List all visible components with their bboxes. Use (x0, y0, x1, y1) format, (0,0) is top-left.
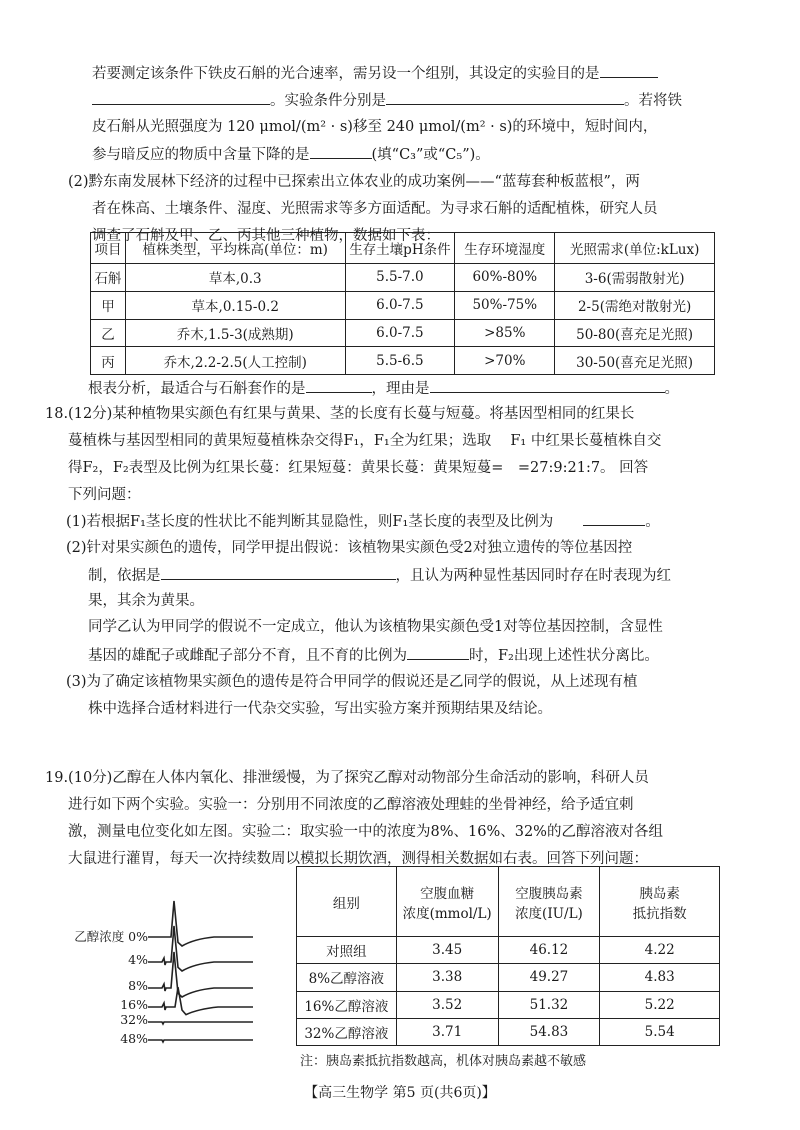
potential-trace (148, 1022, 253, 1024)
text: 胰岛素 (639, 885, 680, 902)
text: 参与暗反应的物质中含量下降的是 (92, 147, 310, 163)
header-cell (498, 867, 600, 937)
q18-line4: 下列问题： (68, 487, 141, 503)
answer-blank[interactable] (386, 90, 624, 105)
cell: 6.0-7.5 (345, 291, 455, 319)
header-cell (600, 867, 720, 937)
text: 组别 (332, 895, 360, 912)
text: 制，依据是 (88, 568, 161, 584)
text: 时，F₂出现上述性状分离比。 (469, 648, 659, 664)
cell: 对照组 (297, 937, 397, 964)
cell: >70% (455, 347, 555, 375)
text: 。 (645, 514, 660, 530)
q17-line2 (92, 90, 682, 111)
potential-trace (148, 987, 253, 1014)
cell: 8%乙醇溶液 (297, 964, 397, 991)
potential-trace (148, 1040, 253, 1042)
table-row (297, 964, 720, 991)
potential-trace (148, 926, 253, 971)
text: 根表分析，最适合与石斛套作的是 (88, 381, 306, 397)
q17-line4 (92, 144, 490, 165)
cell: 5.22 (600, 991, 720, 1018)
q18-sub3-line1: (3)为了确定该植物果实颜色的遗传是符合甲同学的假说还是乙同学的假说，从上述现有植 (66, 674, 638, 690)
trace-label: 48% (120, 1031, 148, 1046)
cell: 3.52 (396, 991, 498, 1018)
q17-part2-line1: (2)黔东南发展林下经济的过程中已探索出立体农业的成功案例——“蓝莓套种板蓝根”，两 (68, 174, 640, 190)
cell: 60%-80% (455, 264, 555, 292)
answer-blank[interactable] (600, 63, 658, 78)
text: 。若将铁 (624, 93, 682, 109)
page-footer: 【高三生物学 第5 页(共6页)】 (304, 1085, 496, 1101)
answer-blank[interactable] (92, 90, 270, 105)
text: (填“C₃”或“C₅”)。 (371, 147, 490, 163)
cell: >85% (455, 319, 555, 347)
cell: 石斛 (91, 264, 126, 292)
q18-line2: 蔓植株与基因型相同的黄果短蔓植株杂交得F₁，F₁全为红果；选取 F₁ 中红果长蔓植株自交 (68, 433, 662, 449)
cell: 32%乙醇溶液 (297, 1018, 397, 1045)
table-row (91, 264, 715, 292)
q18-line1: 18.(12分)某种植物果实颜色有红果与黄果、茎的长度有长蔓与短蔓。将基因型相同的红果长 (45, 406, 635, 422)
table-row (297, 937, 720, 964)
cell: 2-5(需绝对散射光) (555, 291, 715, 319)
cell: 3.71 (396, 1018, 498, 1045)
q18-sub2-line5 (88, 645, 659, 666)
cell: 5.5-6.5 (345, 347, 455, 375)
cell: 丙 (91, 347, 126, 375)
q19-line1: 19.(10分)乙醇在人体内氧化、排泄缓慢，为了探究乙醇对动物部分生命活动的影响，科研人员 (45, 770, 649, 786)
text: ，且认为两种显性基因同时存在时表现为红 (395, 568, 671, 584)
text: 浓度(mmol/L) (402, 905, 492, 922)
cell: 3-6(需弱散射光) (555, 264, 715, 292)
table-header-row (297, 867, 720, 937)
header-cell: 生存环境湿度 (455, 233, 555, 264)
answer-blank[interactable] (306, 378, 372, 393)
action-potential-traces (148, 870, 258, 1050)
cell: 54.83 (498, 1018, 600, 1045)
trace-label: 乙醇浓度 0% (74, 929, 148, 944)
q18-sub2-line1: (2)针对果实颜色的遗传，同学甲提出假说：该植物果实颜色受2对独立遗传的等位基因控 (66, 540, 633, 556)
cell: 5.54 (600, 1018, 720, 1045)
q18-sub2-line3: 果，其余为黄果。 (88, 593, 204, 609)
cell: 4.83 (600, 964, 720, 991)
header-cell (297, 867, 397, 937)
text: 若要测定该条件下铁皮石斛的光合速率，需另设一个组别，其设定的实验目的是 (92, 66, 600, 82)
trace-label: 8% (128, 978, 148, 993)
header-cell: 光照需求(单位:kLux) (555, 233, 715, 264)
q17-part2-line2: 者在株高、土壤条件、湿度、光照需求等多方面适配。为寻求石斛的适配植株，研究人员 (92, 201, 658, 217)
q19-line3: 激，测量电位变化如左图。实验二：取实验一中的浓度为8%、16%、32%的乙醇溶液对各组 (68, 824, 663, 840)
table-row (91, 291, 715, 319)
answer-blank[interactable] (407, 645, 469, 660)
trace-label: 16% (120, 997, 148, 1012)
header-cell: 项目 (91, 233, 126, 264)
q19-line4: 大鼠进行灌胃，每天一次持续数周以模拟长期饮酒，测得相关数据如右表。回答下列问题： (68, 851, 648, 867)
q18-sub1 (66, 511, 660, 532)
text: 空腹血糖 (420, 885, 475, 902)
answer-blank[interactable] (583, 511, 645, 526)
text: ，理由是 (371, 381, 430, 397)
text: 空腹胰岛素 (515, 885, 583, 902)
trace-label: 4% (128, 952, 148, 967)
potential-trace (148, 901, 253, 946)
text: (1)若根据F₁茎长度的性状比不能判断其显隐性，则F₁茎长度的表型及比例为 (66, 514, 554, 530)
analysis-line (88, 378, 679, 399)
answer-blank[interactable] (161, 565, 396, 580)
cell: 49.27 (498, 964, 600, 991)
table-row (297, 991, 720, 1018)
q17-part2-line3: 调查了石斛及甲、乙、丙其他三种植物，数据如下表： (92, 228, 440, 244)
answer-blank[interactable] (310, 144, 372, 159)
q18-sub2-line2 (88, 565, 671, 586)
table-header-row (91, 233, 715, 264)
text: 基因的雄配子或雌配子部分不育，且不育的比例为 (88, 648, 407, 664)
cell: 50-80(喜充足光照) (555, 319, 715, 347)
cell: 5.5-7.0 (345, 264, 455, 292)
q17-line3: 皮石斛从光照强度为 120 μmol/(m² · s)移至 240 μmol/(m² · s)的环境中，短时间内， (92, 119, 658, 135)
q18-line3: 得F₂，F₂表型及比例为红果长蔓：红果短蔓：黄果长蔓：黄果短蔓= =27:9:21:7。 回答 (68, 460, 649, 476)
cell: 乔木,2.2-2.5(人工控制) (125, 347, 345, 375)
trace-label: 32% (120, 1012, 148, 1027)
cell: 3.38 (396, 964, 498, 991)
cell: 51.32 (498, 991, 600, 1018)
cell: 乙 (91, 319, 126, 347)
text: 。实验条件分别是 (270, 93, 386, 109)
cell: 草本,0.3 (125, 264, 345, 292)
cell: 甲 (91, 291, 126, 319)
cell: 草本,0.15-0.2 (125, 291, 345, 319)
cell: 4.22 (600, 937, 720, 964)
q18-sub3-line2: 株中选择合适材料进行一代杂交实验，写出实验方案并预期结果及结论。 (88, 701, 552, 717)
table-note: 注：胰岛素抵抗指数越高，机体对胰岛素越不敏感 (300, 1054, 587, 1069)
header-cell: 生存土壤pH条件 (345, 233, 455, 264)
header-cell: 植株类型，平均株高(单位：m) (125, 233, 345, 264)
text: 抵抗指数 (632, 905, 687, 922)
plant-survey-table (90, 232, 715, 375)
header-cell (396, 867, 498, 937)
text: 浓度(IU/L) (515, 905, 583, 922)
table-row (297, 1018, 720, 1045)
cell: 46.12 (498, 937, 600, 964)
table-row (91, 319, 715, 347)
cell: 3.45 (396, 937, 498, 964)
q18-sub2-line4: 同学乙认为甲同学的假说不一定成立，他认为该植物果实颜色受1对等位基因控制，含显性 (88, 619, 663, 635)
table-row (91, 347, 715, 375)
ethanol-data-table (296, 866, 720, 1046)
answer-blank[interactable] (430, 378, 665, 393)
cell: 6.0-7.5 (345, 319, 455, 347)
q17-line1 (92, 63, 658, 84)
q19-line2: 进行如下两个实验。实验一：分别用不同浓度的乙醇溶液处理蛙的坐骨神经，给予适宜刺 (68, 797, 634, 813)
cell: 50%-75% (455, 291, 555, 319)
cell: 乔木,1.5-3(成熟期) (125, 319, 345, 347)
cell: 30-50(喜充足光照) (555, 347, 715, 375)
text: 。 (664, 381, 679, 397)
cell: 16%乙醇溶液 (297, 991, 397, 1018)
